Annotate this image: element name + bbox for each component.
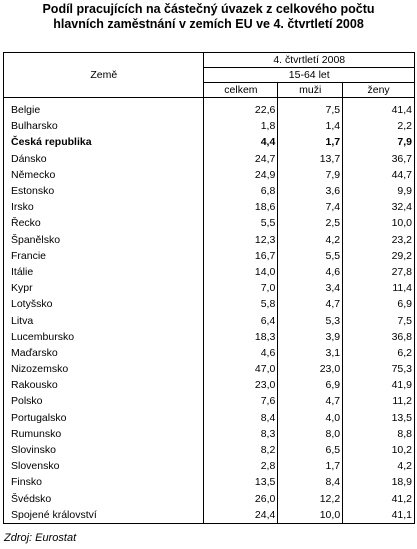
cell-women: 41,2: [343, 491, 415, 507]
cell-total: 24,4: [204, 507, 278, 524]
cell-women: 8,8: [343, 426, 415, 442]
cell-women: 2,2: [343, 118, 415, 134]
cell-men: 5,3: [278, 312, 343, 328]
cell-total: 6,8: [204, 183, 278, 199]
cell-total: 24,9: [204, 167, 278, 183]
cell-country: Spojené království: [4, 507, 204, 524]
cell-women: 36,7: [343, 151, 415, 167]
table-row: [4, 491, 415, 507]
cell-women: 29,2: [343, 248, 415, 264]
table-row: [4, 474, 415, 490]
table-row: [4, 426, 415, 442]
cell-women: 44,7: [343, 167, 415, 183]
cell-country: Německo: [4, 167, 204, 183]
cell-country: Slovensko: [4, 458, 204, 474]
cell-country: Litva: [4, 312, 204, 328]
cell-men: 1,7: [278, 458, 343, 474]
cell-men: 2,5: [278, 215, 343, 231]
table-row: [4, 215, 415, 231]
cell-country: Maďarsko: [4, 345, 204, 361]
cell-men: 23,0: [278, 361, 343, 377]
cell-total: 5,5: [204, 215, 278, 231]
cell-men: 4,0: [278, 410, 343, 426]
cell-men: 4,7: [278, 393, 343, 409]
cell-women: 23,2: [343, 232, 415, 248]
header-total: celkem: [204, 83, 278, 98]
cell-total: 4,6: [204, 345, 278, 361]
cell-country: Rakousko: [4, 377, 204, 393]
table-body: [4, 98, 415, 524]
table-row: [4, 167, 415, 183]
table-row: [4, 507, 415, 524]
cell-total: 22,6: [204, 98, 278, 119]
title-line-2: hlavních zaměstnání v zemích EU ve 4. čtvrtletí 2008: [53, 17, 364, 31]
table-row: [4, 183, 415, 199]
header-period: 4. čtvrtletí 2008: [204, 53, 415, 68]
cell-country: Řecko: [4, 215, 204, 231]
table-title: [0, 0, 417, 32]
cell-women: 7,5: [343, 312, 415, 328]
cell-total: 8,2: [204, 442, 278, 458]
cell-country: Francie: [4, 248, 204, 264]
cell-men: 10,0: [278, 507, 343, 524]
cell-country: Nizozemsko: [4, 361, 204, 377]
cell-women: 6,9: [343, 296, 415, 312]
cell-men: 4,6: [278, 264, 343, 280]
cell-total: 16,7: [204, 248, 278, 264]
table-row: [4, 458, 415, 474]
cell-total: 12,3: [204, 232, 278, 248]
header-country: Země: [4, 53, 204, 98]
cell-women: 9,9: [343, 183, 415, 199]
cell-men: 6,5: [278, 442, 343, 458]
cell-women: 36,8: [343, 329, 415, 345]
cell-country: Švédsko: [4, 491, 204, 507]
cell-total: 47,0: [204, 361, 278, 377]
cell-country: Itálie: [4, 264, 204, 280]
cell-women: 32,4: [343, 199, 415, 215]
cell-men: 3,4: [278, 280, 343, 296]
table-row: [4, 98, 415, 119]
cell-total: 8,3: [204, 426, 278, 442]
cell-men: 3,9: [278, 329, 343, 345]
table-row: [4, 118, 415, 134]
table-row: [4, 296, 415, 312]
cell-women: 27,8: [343, 264, 415, 280]
table-row: [4, 312, 415, 328]
table-row: [4, 393, 415, 409]
cell-country: Finsko: [4, 474, 204, 490]
cell-men: 4,7: [278, 296, 343, 312]
cell-total: 5,8: [204, 296, 278, 312]
cell-women: 75,3: [343, 361, 415, 377]
cell-men: 7,4: [278, 199, 343, 215]
cell-women: 11,2: [343, 393, 415, 409]
table-row: [4, 442, 415, 458]
table-row: [4, 361, 415, 377]
header-age: 15-64 let: [204, 68, 415, 83]
table-row: [4, 377, 415, 393]
cell-men: 3,1: [278, 345, 343, 361]
table-row: [4, 345, 415, 361]
cell-total: 13,5: [204, 474, 278, 490]
cell-total: 23,0: [204, 377, 278, 393]
cell-men: 5,5: [278, 248, 343, 264]
cell-country: Polsko: [4, 393, 204, 409]
cell-total: 7,6: [204, 393, 278, 409]
cell-women: 6,2: [343, 345, 415, 361]
cell-women: 10,2: [343, 442, 415, 458]
cell-country: Lotyšsko: [4, 296, 204, 312]
cell-women: 41,9: [343, 377, 415, 393]
table-row: [4, 199, 415, 215]
cell-men: 8,4: [278, 474, 343, 490]
cell-women: 11,4: [343, 280, 415, 296]
table-row: [4, 264, 415, 280]
cell-women: 13,5: [343, 410, 415, 426]
cell-men: 12,2: [278, 491, 343, 507]
table-row: [4, 329, 415, 345]
cell-women: 41,1: [343, 507, 415, 524]
table-row: [4, 232, 415, 248]
cell-men: 3,6: [278, 183, 343, 199]
cell-men: 4,2: [278, 232, 343, 248]
cell-total: 6,4: [204, 312, 278, 328]
cell-total: 1,8: [204, 118, 278, 134]
header-men: muži: [278, 83, 343, 98]
header-women: ženy: [343, 83, 415, 98]
cell-women: 18,9: [343, 474, 415, 490]
table-row: [4, 280, 415, 296]
cell-total: 14,0: [204, 264, 278, 280]
table-row: [4, 410, 415, 426]
cell-total: 7,0: [204, 280, 278, 296]
source-note: Zdroj: Eurostat: [4, 532, 77, 544]
title-line-1: Podíl pracujících na částečný úvazek z celkového počtu: [42, 2, 375, 16]
cell-total: 24,7: [204, 151, 278, 167]
cell-country: Španělsko: [4, 232, 204, 248]
cell-country: Dánsko: [4, 151, 204, 167]
cell-country: Portugalsko: [4, 410, 204, 426]
cell-men: 13,7: [278, 151, 343, 167]
cell-country: Bulharsko: [4, 118, 204, 134]
table-row: [4, 134, 415, 150]
cell-country: Česká republika: [4, 134, 204, 150]
cell-women: 10,0: [343, 215, 415, 231]
cell-total: 2,8: [204, 458, 278, 474]
cell-country: Irsko: [4, 199, 204, 215]
part-time-table: [3, 52, 415, 524]
cell-women: 4,2: [343, 458, 415, 474]
table-row: [4, 248, 415, 264]
cell-women: 7,9: [343, 134, 415, 150]
cell-men: 1,7: [278, 134, 343, 150]
cell-country: Estonsko: [4, 183, 204, 199]
cell-total: 8,4: [204, 410, 278, 426]
table-row: [4, 151, 415, 167]
cell-country: Kypr: [4, 280, 204, 296]
cell-total: 18,6: [204, 199, 278, 215]
cell-total: 4,4: [204, 134, 278, 150]
cell-total: 18,3: [204, 329, 278, 345]
cell-country: Slovinsko: [4, 442, 204, 458]
cell-men: 7,9: [278, 167, 343, 183]
cell-women: 41,4: [343, 98, 415, 119]
cell-country: Lucembursko: [4, 329, 204, 345]
cell-country: Rumunsko: [4, 426, 204, 442]
cell-country: Belgie: [4, 98, 204, 119]
cell-men: 8,0: [278, 426, 343, 442]
cell-total: 26,0: [204, 491, 278, 507]
cell-men: 1,4: [278, 118, 343, 134]
cell-men: 7,5: [278, 98, 343, 119]
cell-men: 6,9: [278, 377, 343, 393]
